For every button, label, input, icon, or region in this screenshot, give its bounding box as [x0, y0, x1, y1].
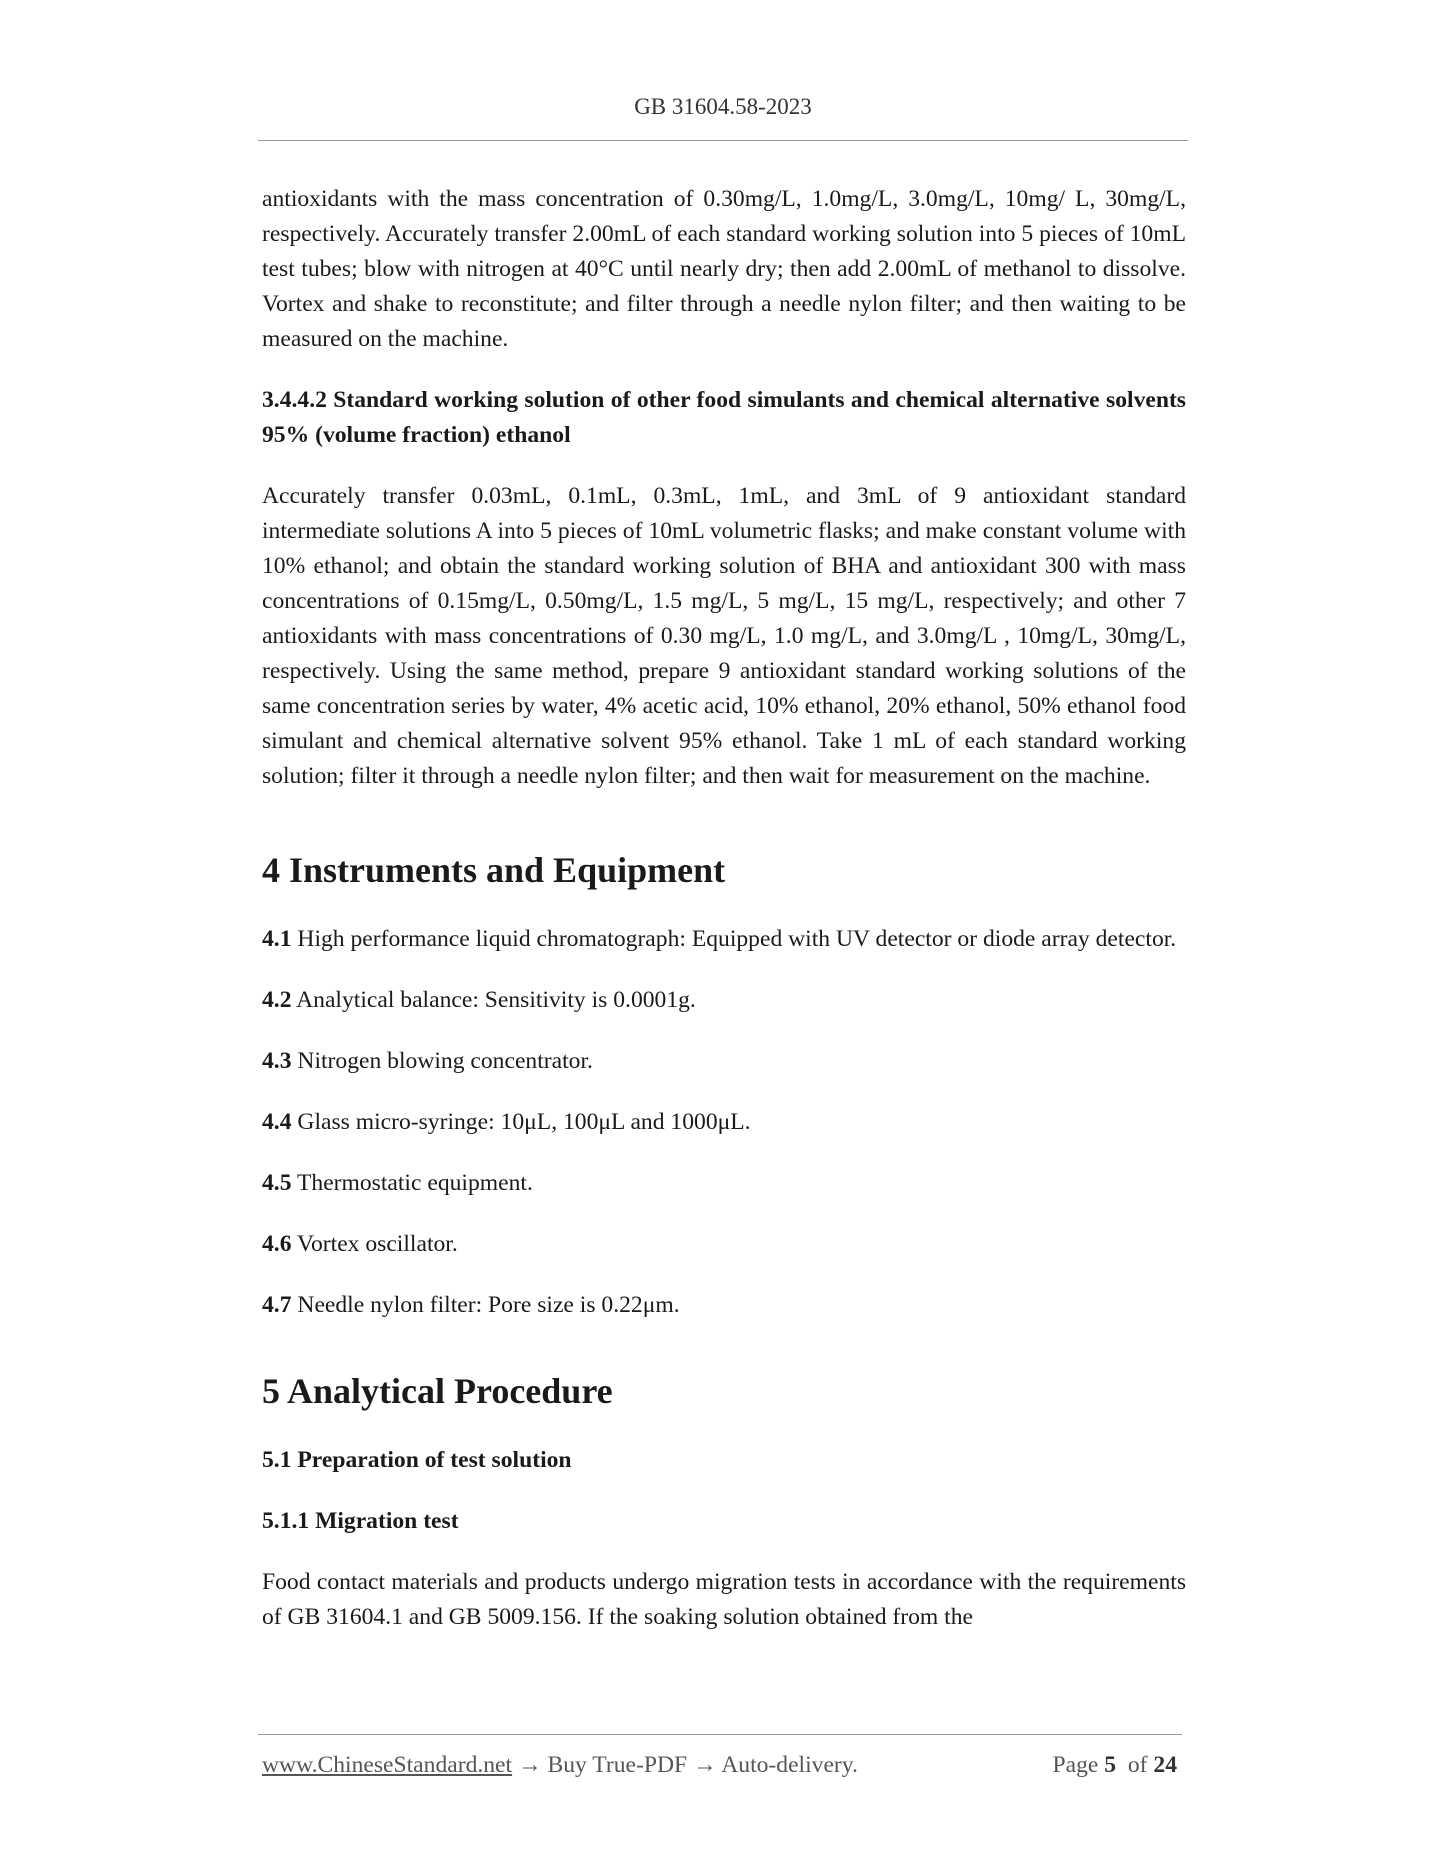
- page-number: Page 5 of 24: [1052, 1752, 1177, 1778]
- heading-5-1: 5.1 Preparation of test solution: [262, 1447, 572, 1473]
- page-content: [262, 180, 1186, 1635]
- instrument-item: 4.6 Vortex oscillator.: [262, 1231, 458, 1257]
- paragraph-5-1-1: Food contact materials and products undergo migration tests in accordance with the requirements of GB 31604.1 and GB 5009.156. If the soaking solution obtained from the: [262, 1569, 1186, 1630]
- arrow-icon: →: [687, 1752, 722, 1778]
- document-header-title: GB 31604.58-2023: [634, 94, 812, 119]
- heading-5-1-1: 5.1.1 Migration test: [262, 1508, 459, 1534]
- footer-divider: [258, 1734, 1182, 1735]
- instrument-item: 4.7 Needle nylon filter: Pore size is 0.22μm.: [262, 1292, 680, 1318]
- heading-section-4: 4 Instruments and Equipment: [262, 850, 726, 890]
- paragraph-3-4-4-2: Accurately transfer 0.03mL, 0.1mL, 0.3mL, 1mL, and 3mL of 9 antioxidant standard intermediate solutions A into 5 pieces of 10mL volumetric flasks; and make constant volume with 10% ethanol; and obtain the standard working solution of BHA and antioxidant 300 with mass concentrations of 0.15mg/L, 0.50mg/L, 1.5 mg/L, 5 mg/L, 15 mg/L, respectively; and other 7 antioxidants with mass concentrations of 0.30 mg/L, 1.0 mg/L, and 3.0mg/L , 10mg/L, 30mg/L, respectively. Using the same method, prepare 9 antioxidant standard working solutions of the same concentration series by water, 4% acetic acid, 10% ethanol, 20% ethanol, 50% ethanol food simulant and chemical alternative solvent 95% ethanol. Take 1 mL of each standard working solution; filter it through a needle nylon filter; and then wait for measurement on the machine.: [262, 483, 1186, 789]
- instrument-item: 4.5 Thermostatic equipment.: [262, 1170, 533, 1196]
- buy-pdf-text: Buy True-PDF: [547, 1752, 688, 1778]
- instrument-item: 4.2 Analytical balance: Sensitivity is 0.0001g.: [262, 987, 696, 1013]
- total-pages: 24: [1153, 1752, 1177, 1778]
- heading-3-4-4-2: 3.4.4.2 Standard working solution of other food simulants and chemical alternative solvents 95% (volume fraction) ethanol: [262, 387, 1186, 448]
- footer-promo: [262, 1752, 858, 1779]
- instrument-item: 4.3 Nitrogen blowing concentrator.: [262, 1048, 593, 1074]
- header-divider: [258, 140, 1188, 141]
- instrument-item: 4.1 High performance liquid chromatograph: Equipped with UV detector or diode array detector.: [262, 926, 1177, 952]
- instrument-list: [262, 922, 1186, 1323]
- instrument-item: 4.4 Glass micro-syringe: 10μL, 100μL and 1000μL.: [262, 1109, 751, 1135]
- current-page: 5: [1104, 1752, 1117, 1778]
- paragraph-continuation: antioxidants with the mass concentration of 0.30mg/L, 1.0mg/L, 3.0mg/L, 10mg/ L, 30mg/L, respectively. Accurately transfer 2.00mL of each standard working solution into 5 pieces of 10mL test tubes; blow with nitrogen at 40°C until nearly dry; then add 2.00mL of methanol to dissolve. Vortex and shake to reconstitute; and filter through a needle nylon filter; and then waiting to be measured on the machine.: [262, 186, 1186, 352]
- heading-section-5: 5 Analytical Procedure: [262, 1371, 613, 1411]
- arrow-icon: →: [512, 1752, 548, 1778]
- website-link[interactable]: www.ChineseStandard.net: [262, 1752, 513, 1778]
- auto-delivery-text: Auto-delivery.: [721, 1752, 858, 1778]
